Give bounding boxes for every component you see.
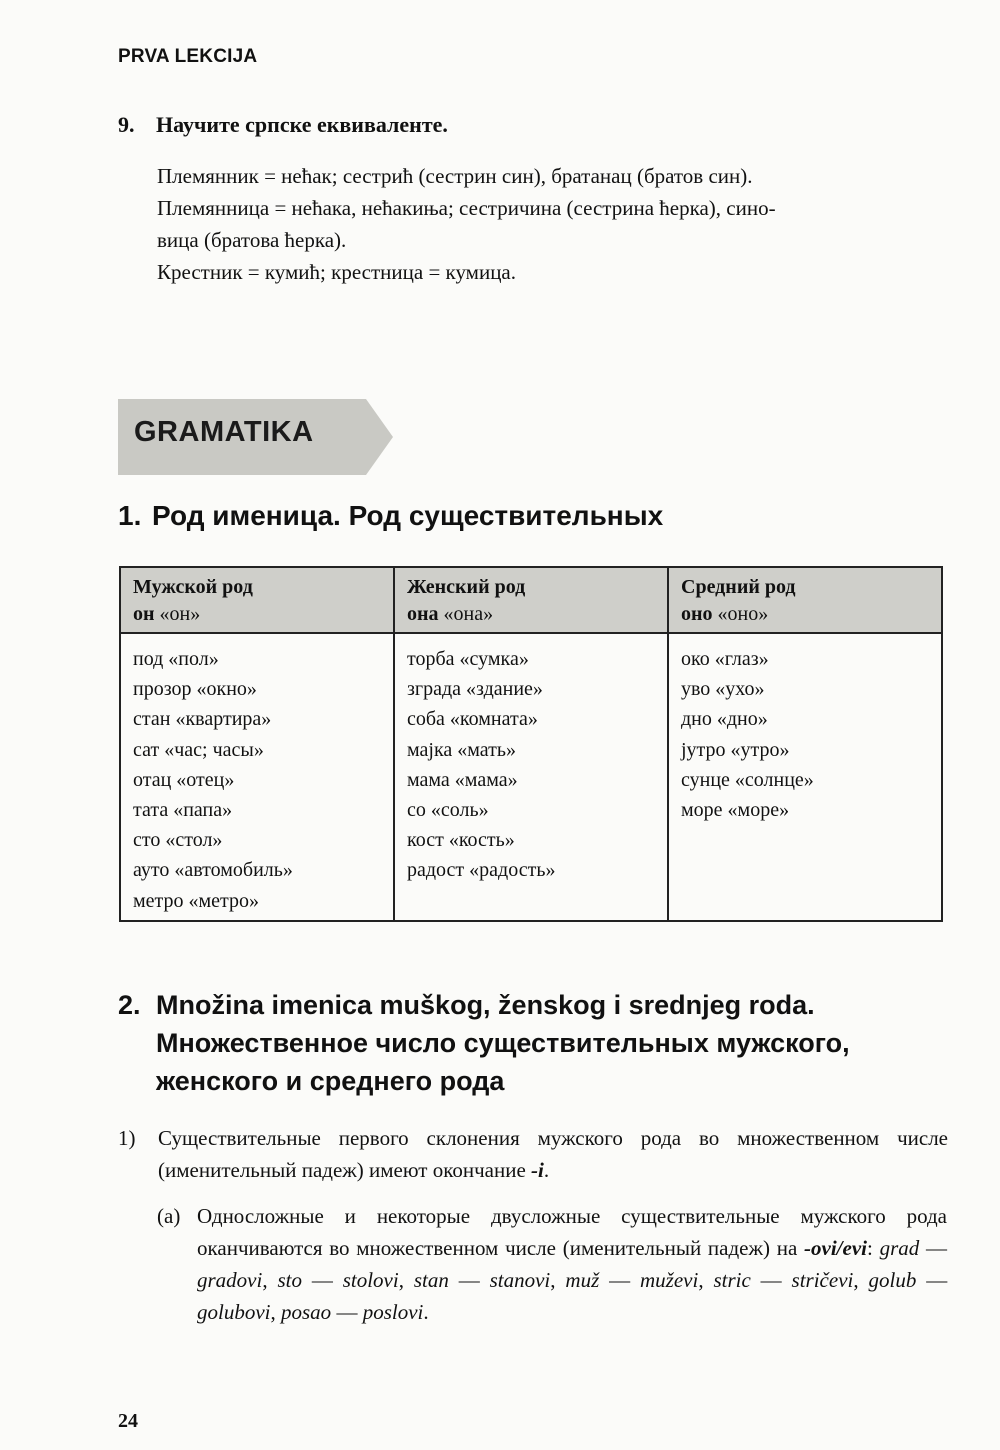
list-item: зграда «здание» xyxy=(407,678,543,701)
example-plural: stanovi xyxy=(489,1268,551,1292)
list-item: метро «метро» xyxy=(133,889,260,912)
ending-ovi-evi: -ovi/evi xyxy=(804,1236,867,1260)
exercise-title-text: Научите српске еквиваленте. xyxy=(156,112,448,137)
list-item: јутро «утро» xyxy=(681,738,790,761)
example-plural: muževi xyxy=(640,1268,699,1292)
heading-number: 2. xyxy=(118,990,141,1020)
running-head: PRVA LEKCIJA xyxy=(118,46,258,67)
example-plural: stolovi xyxy=(342,1268,399,1292)
list-item: сунце «солнце» xyxy=(681,768,814,791)
item-text-body: Односложные и некоторые двусложные существительные мужского рода оканчиваются во множественном числе (именительный падеж) на xyxy=(197,1204,947,1260)
header-title: Средний род xyxy=(681,576,796,598)
list-item: радост «радость» xyxy=(407,859,556,882)
example-singular: stan xyxy=(413,1268,449,1292)
header-gloss: «оно» xyxy=(717,603,769,625)
example-singular: grad xyxy=(879,1236,920,1260)
ending-i: -i xyxy=(531,1158,544,1182)
item-text-body: Существительные первого склонения мужского рода во множественном числе (именительный падеж) имеют окончание xyxy=(158,1126,948,1182)
exercise-line: Крестник = кумић; крестница = кумица. xyxy=(157,260,516,284)
header-pronoun: она xyxy=(407,603,439,625)
example-singular: muž xyxy=(565,1268,600,1292)
table-body-row xyxy=(120,633,942,921)
heading-text: Род именица. Род существительных xyxy=(152,500,664,531)
example-singular: stric xyxy=(713,1268,751,1292)
list-item: мајка «мать» xyxy=(407,738,516,761)
item-text-end: . xyxy=(543,1158,550,1182)
heading-line: женского и среднего рода xyxy=(156,1066,505,1096)
list-item: сат «час; часы» xyxy=(133,738,264,761)
list-item: мама «мама» xyxy=(407,768,518,791)
list-item: соба «комната» xyxy=(407,708,538,731)
example-dash: — xyxy=(926,1236,948,1260)
exercise-title xyxy=(118,112,448,138)
gramatika-banner-label: GRAMATIKA xyxy=(134,416,314,448)
list-item: прозор «окно» xyxy=(133,678,257,701)
heading-number: 1. xyxy=(118,500,142,531)
list-item: море «море» xyxy=(681,799,790,822)
example-plural: poslovi xyxy=(362,1300,424,1324)
header-feminine xyxy=(394,567,668,633)
example-plural: golubovi xyxy=(197,1300,271,1324)
example-plural: gradovi xyxy=(197,1268,263,1292)
header-pronoun: он xyxy=(133,603,155,625)
item-text: Односложные и некоторые двусложные существительные мужского рода оканчиваются во множественном числе (именительный падеж) на -ovi/evi: grad — gradovi, sto — stolovi, stan — stanovi, muž — muževi, stric — stričevi, golub — golubovi, posao — poslovi. xyxy=(197,1204,948,1324)
rule-item-a xyxy=(157,1200,947,1328)
page-number: 24 xyxy=(118,1410,138,1432)
list-item: торба «сумка» xyxy=(407,648,529,670)
masculine-list xyxy=(120,633,394,921)
list-item: уво «ухо» xyxy=(681,678,765,701)
item-number: 1) xyxy=(118,1126,136,1150)
item-text xyxy=(158,1122,948,1186)
list-item: отац «отец» xyxy=(133,768,235,791)
example-dash: — xyxy=(336,1300,358,1324)
header-gloss: «он» xyxy=(159,603,201,625)
exercise-line: Племянник = нећак; сестрић (сестрин син), братанац (братов син). xyxy=(157,164,753,188)
header-gloss: «она» xyxy=(443,603,494,625)
header-pronoun: оно xyxy=(681,603,713,625)
example-plural: stričevi xyxy=(791,1268,854,1292)
list-item: сто «стол» xyxy=(133,829,223,852)
example-singular: golub xyxy=(868,1268,917,1292)
example-dash: — xyxy=(311,1268,333,1292)
feminine-list xyxy=(394,633,668,921)
heading-line: Множественное число существительных мужского, xyxy=(156,1028,850,1058)
list-item: дно «дно» xyxy=(681,708,768,731)
rule-item-1 xyxy=(118,1122,948,1186)
example-singular: posao xyxy=(281,1300,332,1324)
example-dash: — xyxy=(458,1268,480,1292)
gender-table xyxy=(119,566,943,922)
list-item: тата «папа» xyxy=(133,799,233,822)
exercise-number: 9. xyxy=(118,112,135,137)
exercise-body xyxy=(157,160,947,288)
example-singular: sto xyxy=(277,1268,302,1292)
list-item: ауто «автомобиль» xyxy=(133,859,293,882)
header-title: Женский род xyxy=(407,576,526,598)
table-header-row xyxy=(120,567,942,633)
heading-gender xyxy=(118,500,663,532)
heading-plural xyxy=(118,986,958,1100)
heading-line: Množina imenica muškog, ženskog i srednjeg roda. xyxy=(156,990,815,1020)
list-item: под «пол» xyxy=(133,648,219,670)
item-colon: : xyxy=(867,1236,873,1260)
header-neuter xyxy=(668,567,942,633)
header-masculine xyxy=(120,567,394,633)
example-dash: — xyxy=(609,1268,631,1292)
list-item: со «соль» xyxy=(407,799,489,822)
neuter-list xyxy=(668,633,942,921)
example-dash: — xyxy=(760,1268,782,1292)
list-item: кост «кость» xyxy=(407,829,515,852)
list-item: око «глаз» xyxy=(681,648,769,670)
example-dash: — xyxy=(926,1268,948,1292)
exercise-line: вица (братова ћерка). xyxy=(157,228,347,252)
header-title: Мужской род xyxy=(133,576,253,598)
list-item: стан «квартира» xyxy=(133,708,272,731)
item-number: (а) xyxy=(157,1204,181,1228)
exercise-line: Племянница = нећака, нећакиња; сестричина (сестрина ћерка), сино- xyxy=(157,196,776,220)
